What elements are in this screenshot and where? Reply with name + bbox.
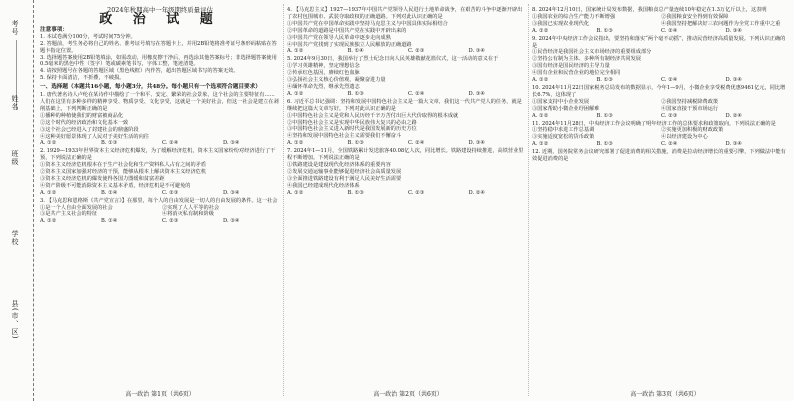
choice-c: C. ②③: [162, 218, 179, 225]
choice-d: D. ②④: [468, 189, 486, 196]
question-option: ①国家支持中小企业发展: [532, 98, 590, 105]
question-stem: 12. 近期，国务院常务会议研究部署了促进消费的相关措施，消费是拉动经济增长的重要引擎，下列做法中能有效促进消费的是: [532, 149, 786, 163]
answer-choices: [287, 91, 525, 98]
question-option: ②我国粮食安全得到有效保障: [661, 13, 729, 20]
choice-b: B. ①③: [347, 90, 364, 97]
choice-c: C. ②③: [408, 48, 425, 55]
section-heading: 一、选择题（本题共16小题，每小题3分，共48分。每小题只有一个选项符合题目要求）: [40, 84, 261, 91]
page-footer-2: 高一政治 第2页（共6页）: [373, 391, 443, 398]
notes-item: 5. 保持卡面清洁，不折叠，不破损。: [40, 75, 125, 82]
question-option: ③中国特色社会主义进入新时代是我国发展新的历史方位: [287, 126, 417, 133]
question-option: ③是共产主义社会的特征: [40, 211, 98, 218]
choice-c: C. ②④: [661, 77, 678, 84]
question-option: ③实施适度宽松的货币政策: [532, 134, 595, 141]
answer-choices: [532, 113, 786, 120]
page-column-2: [287, 6, 525, 394]
question-option: ④中国共产党找到了实现民族独立人民解放的正确道路: [287, 41, 412, 48]
choice-a: A. ①②: [532, 112, 549, 119]
question-option: ③资本主义经济危机的爆发使得各国力图缓和贫富差距: [40, 175, 165, 182]
question-option: ②这个时代的经济政治和文化基本一致: [40, 119, 129, 126]
choice-a: A. ①②: [40, 189, 57, 196]
question-option: ①坚持稳中求进工作总基调: [532, 127, 595, 134]
binding-label-school: 学校: [11, 230, 19, 246]
binding-margin: [0, 0, 34, 401]
option-row: [532, 134, 786, 141]
answer-choices: [287, 48, 525, 55]
question-option: ②我国坚持减税降费政策: [661, 98, 719, 105]
question-option: ③这个社会已经进入了封建社会的鼎盛阶段: [40, 126, 139, 133]
choice-a: A. ①②: [532, 27, 549, 34]
question-option: ①是一个人自由全面发展的社会: [40, 204, 113, 211]
question-option: ④资产阶级不可能消除资本主义基本矛盾，经济危机是不可避免的: [40, 182, 191, 189]
question-option: ②中国特色社会主义是实现中华民族伟大复兴的必由之路: [287, 119, 417, 126]
question-option: ②坚持公有制为主体、多种所有制经济共同发展: [532, 56, 641, 63]
binding-label-district: 县(市、区): [11, 300, 19, 340]
question-option: ③全面推进铁路建设有利于满足人民美好生活需要: [287, 175, 402, 182]
choice-d: D. ③④: [468, 90, 486, 97]
choice-a: A. ①②: [40, 140, 57, 147]
answer-choices: [40, 190, 280, 197]
question-option: ②实现了人人平等的社会: [162, 204, 220, 211]
choice-a: A. ①②: [287, 189, 304, 196]
choice-d: D. ③④: [725, 141, 743, 148]
question-option: ②发展交通运输事业能够促进经济社会高质量发展: [287, 168, 402, 175]
choice-b: B. ①③: [347, 189, 364, 196]
choice-b: B. ①④: [101, 189, 118, 196]
question-option: ①资本主义经济危机根本在于生产社会化和生产资料私人占有之间的矛盾: [40, 162, 207, 169]
question-1: [40, 92, 280, 147]
question-11: [532, 121, 786, 149]
answer-choices: [287, 190, 525, 197]
binding-label-exam-number: 考号: [11, 20, 19, 36]
choice-d: D. ③④: [725, 77, 743, 84]
question-option: ④将消灭私有制和阶级: [162, 211, 214, 218]
choice-a: A. ①②: [532, 77, 549, 84]
choice-b: B. ①③: [347, 140, 364, 147]
question-10: [532, 85, 786, 120]
question-stem: 3. 【马克思和恩格斯《共产党宣言》】在那里，每个人的自由发展是一切人的自由发展的条件。这一社会: [40, 197, 278, 204]
choice-b: B. ①③: [101, 140, 118, 147]
choice-a: A. ①②: [40, 218, 57, 225]
answer-choices: [40, 218, 280, 225]
page-footer-1: 高一政治 第1页（共6页）: [125, 391, 195, 398]
choice-b: B. ①③: [596, 141, 613, 148]
answer-choices: [532, 77, 786, 84]
question-12: [532, 149, 786, 163]
question-option: ①铁路建设是建设现代化经济体系的重要内容: [287, 161, 391, 168]
question-stem: 7. 2024年1—11月，全国铁路累计发送旅客40.08亿人次，同比增长。铁路建设持续推进，高铁营业里程不断增加。下列说法正确的是: [287, 148, 524, 162]
choice-d: D. ③④: [223, 189, 240, 196]
choice-d: D. ③④: [223, 218, 240, 225]
question-option: ②传承红色基因，赓续红色血脉: [287, 70, 360, 77]
question-stem: 11. 2024年11月28日，中央经济工作会议明确了明年经济工作的总体要求和政策取向，下列说法正确的是: [532, 120, 776, 127]
choice-a: A. ①②: [287, 48, 304, 55]
answer-choices: [532, 141, 786, 148]
question-stem: 6. 习近平总书记强调：坚持和发展中国特色社会主义是一篇大文章，我们这一代共产党人的任务，就是继续把这篇大文章写好。下列对此认识正确的是: [287, 98, 522, 112]
notes-item: 3. 选择题答案使用2B铅笔填涂，如需改动，用橡皮擦干净后，再选涂其他答案标号；非选择题答案使用0.5毫米的黑色中性（签字）笔或碳素笔书写，字体工整，笔迹清楚。: [40, 54, 277, 68]
question-option: ④缅怀革命先烈，继承先烈遗志: [287, 83, 360, 90]
notes-item: 1. 本试卷满分100分，考试时间75分钟。: [40, 33, 136, 40]
choice-a: A. ①②: [532, 141, 549, 148]
question-option: ①中国共产党在中国革命实践中坚持马克思主义与中国具体实际相结合: [287, 20, 448, 27]
choice-d: D. ②④: [725, 112, 743, 119]
choice-b: B. ①③: [596, 77, 613, 84]
question-option: ④以经济建设为中心: [661, 134, 708, 141]
question-option: ②资本主义国家加强对经济的干预，能够从根本上解决资本主义经济危机: [40, 169, 207, 176]
column-divider: [283, 4, 284, 396]
question-option: ③国家帮助小微企业纾困解难: [532, 105, 600, 112]
answer-choices: [287, 140, 525, 147]
question-option: ②实施更加积极的财政政策: [661, 127, 724, 134]
choice-b: B. ①④: [347, 48, 364, 55]
answer-choices: [40, 140, 280, 147]
question-option: ④国家直接干预市场运行: [661, 105, 719, 112]
choice-d: D. ③④: [468, 48, 486, 55]
column-divider: [528, 4, 529, 396]
question-3: [40, 198, 280, 226]
question-option: ④这种美好愿景体现了人民对于美好生活的向往: [40, 133, 149, 140]
question-stem: 4. 【马克思主义】1927—1937年中国共产党领导人民进行土地革命战争，在艰苦的斗争中逐渐开辟出了农村包围城市、武装夺取政权的正确道路。下列对此认识正确的是: [287, 7, 523, 20]
question-option: ③弘扬社会主义核心价值观，凝聚奋进力量: [287, 77, 386, 84]
question-stem: 10. 2024年11月22日国家税务总局发布的数据显示，今年1—9月，小微企业享受税费优惠9461亿元，同比增长6.7%，这体现了: [532, 84, 786, 98]
exam-subtitle: 2024年秋期高中一年级期终质量评估: [107, 6, 213, 14]
choice-c: C. ②④: [408, 140, 425, 147]
choice-c: C. ②③: [408, 189, 425, 196]
choice-c: C. ②④: [661, 141, 678, 148]
choice-a: A. ①②: [287, 90, 304, 97]
question-stem: 5. 2024年9月30日，我国举行了烈士纪念日向人民英雄敬献花篮仪式，这一活动的意义在于: [287, 56, 499, 63]
option-row: [40, 211, 280, 218]
question-option: ①中国特色社会主义是党和人民历经千辛万苦付出巨大代价取得的根本成就: [287, 112, 459, 119]
question-7: [287, 148, 525, 196]
question-option: ③国有经济是国民经济的主导力量: [532, 63, 610, 70]
page-column-1: [40, 6, 280, 394]
choice-d: D. ③④: [725, 27, 743, 34]
page-column-3: [532, 6, 786, 394]
choice-d: D. ③④: [468, 140, 486, 147]
question-2: [40, 148, 280, 196]
notes-item: 2. 答题前，考生务必将自己的姓名、准考证号填写在答题卡上，并用2B铅笔将准考证号条形码粘贴在答题卡指定位置。: [40, 40, 277, 54]
option-row: [532, 99, 786, 106]
question-option: ④国有企业和民营企业的地位完全相同: [532, 70, 621, 77]
question-stem: 2. 1929—1933年世界资本主义经济危机爆发，为了缓解经济危机，资本主义国家纷纷对经济进行了干预，下列说法正确的是: [40, 148, 276, 162]
question-option: ①播种的种植使我们的财富被商品化: [40, 112, 124, 119]
question-9: [532, 36, 786, 84]
question-stem: 9. 2024年中央经济工作会议指出，要坚持和落实“两个毫不动摇”，推动民营经济高质量发展。下列认识正确的是: [532, 35, 786, 49]
question-stem: 8. 2024年12月10日，国家统计局发布数据，我国粮食总产量连续10年稳定在1.3万亿斤以上，这表明: [532, 7, 767, 13]
question-6: [287, 99, 525, 147]
binding-label-name: 姓名: [11, 95, 19, 111]
notes-item: 4. 请按照题号在各题的答题区域（黑色线框）内作答，超出答题区域书写的答案无效。: [40, 68, 239, 75]
choice-c: C. ②④: [661, 27, 678, 34]
question-option: ④坚持和发展中国特色社会主义需要我们不懈奋斗: [287, 133, 402, 140]
question-option: ③中国共产党在领导人民革命中逐步走向成熟: [287, 34, 391, 41]
binding-label-class: 班级: [11, 150, 19, 166]
question-option: ②中国革命的道路是中国共产党在实践中开辟出来的: [287, 27, 407, 34]
choice-b: B. ①③: [596, 112, 613, 119]
choice-a: A. ①②: [287, 140, 304, 147]
question-option: ①学习英雄精神，坚定理想信念: [287, 63, 360, 70]
choice-d: D. ③④: [223, 140, 240, 147]
choice-b: B. ①③: [596, 27, 613, 34]
question-4: [287, 7, 525, 55]
choice-c: C. ②④: [162, 140, 179, 147]
question-option: ③我国已实现农业现代化: [532, 20, 590, 27]
option-row: [532, 21, 786, 28]
choice-c: C. ②④: [408, 90, 425, 97]
exam-title: 政 治 试 题: [99, 12, 221, 27]
question-5: [287, 56, 525, 97]
choice-b: B. ①④: [101, 218, 118, 225]
option-row: [532, 14, 786, 21]
choice-c: C. ②③: [162, 189, 179, 196]
option-row: [532, 106, 786, 113]
question-option: ④我国坚持把解决好三农问题作为全党工作重中之重: [661, 20, 781, 27]
question-option: ①民营经济是我国社会主义市场经济的重要组成部分: [532, 49, 652, 56]
question-8: [532, 7, 786, 35]
page-footer-3: 高一政治 第3页（共6页）: [630, 391, 700, 398]
question-option: ④我国已经建成现代化经济体系: [287, 182, 360, 189]
choice-c: C. ②③: [661, 112, 678, 119]
question-stem: 1. 唐代著名诗人卢纶在某诗作中描绘了一个和平、安定、繁荣的社会景象，这个社会的主要特征有……人们在这里有多种多样的精神享受、物质享受、文化享受，这就是一个美好社会，但这一社会是建立在剥削基础上，下列判断正确的是: [40, 92, 279, 112]
question-option: ①我国农业的综合生产能力不断增强: [532, 13, 616, 20]
answer-choices: [532, 28, 786, 35]
notes-heading: 注意事项：: [40, 26, 68, 33]
